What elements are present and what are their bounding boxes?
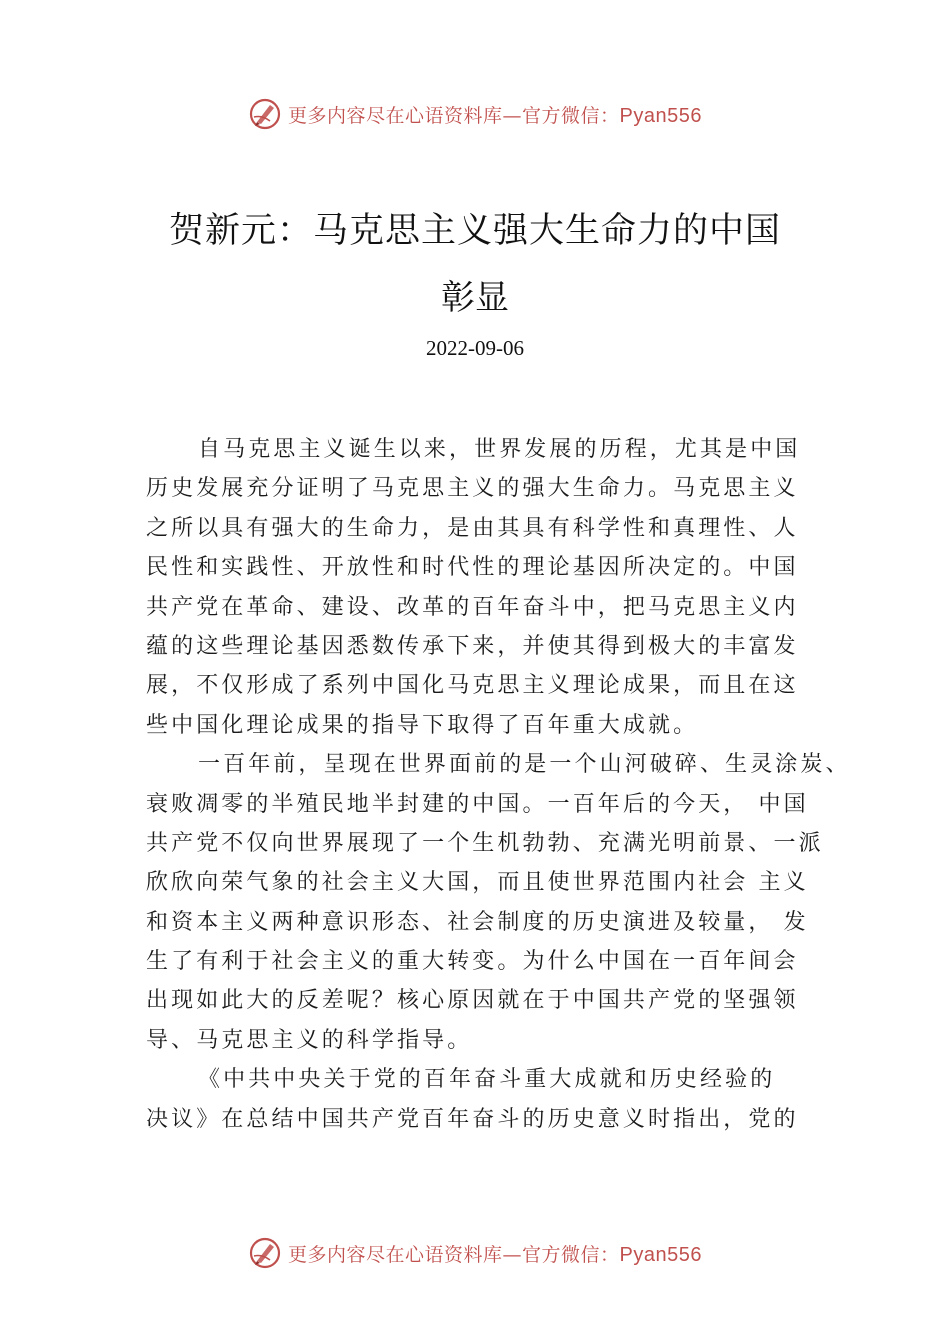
text-line: 共产党在革命、建设、改革的百年奋斗中，把马克思主义内 — [146, 594, 799, 620]
watermark-text: 更多内容尽在心语资料库—官方微信：Pyan556 — [288, 1243, 702, 1266]
footer-watermark — [0, 1233, 950, 1273]
text-line: 一百年前，呈现在世界面前的是一个山河破碎、生灵涂炭、 — [198, 752, 851, 778]
text-line: 和资本主义两种意识形态、社会制度的历史演进及较量， 发 — [146, 909, 809, 935]
text-line: 蕴的这些理论基因悉数传承下来，并使其得到极大的丰富发 — [146, 633, 799, 659]
article-title: 贺新元：马克思主义强大生命力的中国 — [168, 211, 781, 251]
header-watermark — [0, 94, 950, 134]
text-line: 历史发展充分证明了马克思主义的强大生命力。马克思主义 — [146, 476, 799, 502]
text-line: 决议》在总结中国共产党百年奋斗的历史意义时指出，党的 — [146, 1106, 799, 1132]
pen-logo-icon — [248, 1236, 282, 1270]
text-line: 衰败凋零的半殖民地半封建的中国。一百年后的今天， 中国 — [146, 791, 809, 817]
text-line: 共产党不仅向世界展现了一个生机勃勃、充满光明前景、一派 — [146, 830, 824, 856]
text-line: 自马克思主义诞生以来，世界发展的历程，尤其是中国 — [198, 437, 801, 462]
text-line: 欣欣向荣气象的社会主义大国，而且使世界范围内社会 主义 — [146, 870, 809, 896]
article-date: 2022-09-06 — [426, 336, 524, 360]
article-body — [146, 430, 851, 1139]
pen-logo-icon — [248, 97, 282, 131]
watermark-handle: Pyan556 — [619, 1243, 702, 1266]
text-line: 导、马克思主义的科学指导。 — [146, 1027, 473, 1053]
article-author: 彰显 — [441, 278, 509, 318]
watermark-handle: Pyan556 — [619, 104, 702, 127]
text-line: 《中共中央关于党的百年奋斗重大成就和历史经验的 — [198, 1067, 776, 1093]
text-line: 生了有利于社会主义的重大转变。为什么中国在一百年间会 — [146, 949, 799, 975]
text-line: 展，不仅形成了系列中国化马克思主义理论成果，而且在这 — [146, 673, 799, 699]
text-line: 民性和实践性、开放性和时代性的理论基因所决定的。中国 — [146, 555, 799, 581]
text-line: 些中国化理论成果的指导下取得了百年重大成就。 — [146, 712, 699, 738]
text-line: 之所以具有强大的生命力，是由其具有科学性和真理性、人 — [146, 515, 799, 541]
text-line: 出现如此大的反差呢？核心原因就在于中国共产党的坚强领 — [146, 988, 799, 1014]
watermark-text: 更多内容尽在心语资料库—官方微信：Pyan556 — [288, 104, 702, 127]
